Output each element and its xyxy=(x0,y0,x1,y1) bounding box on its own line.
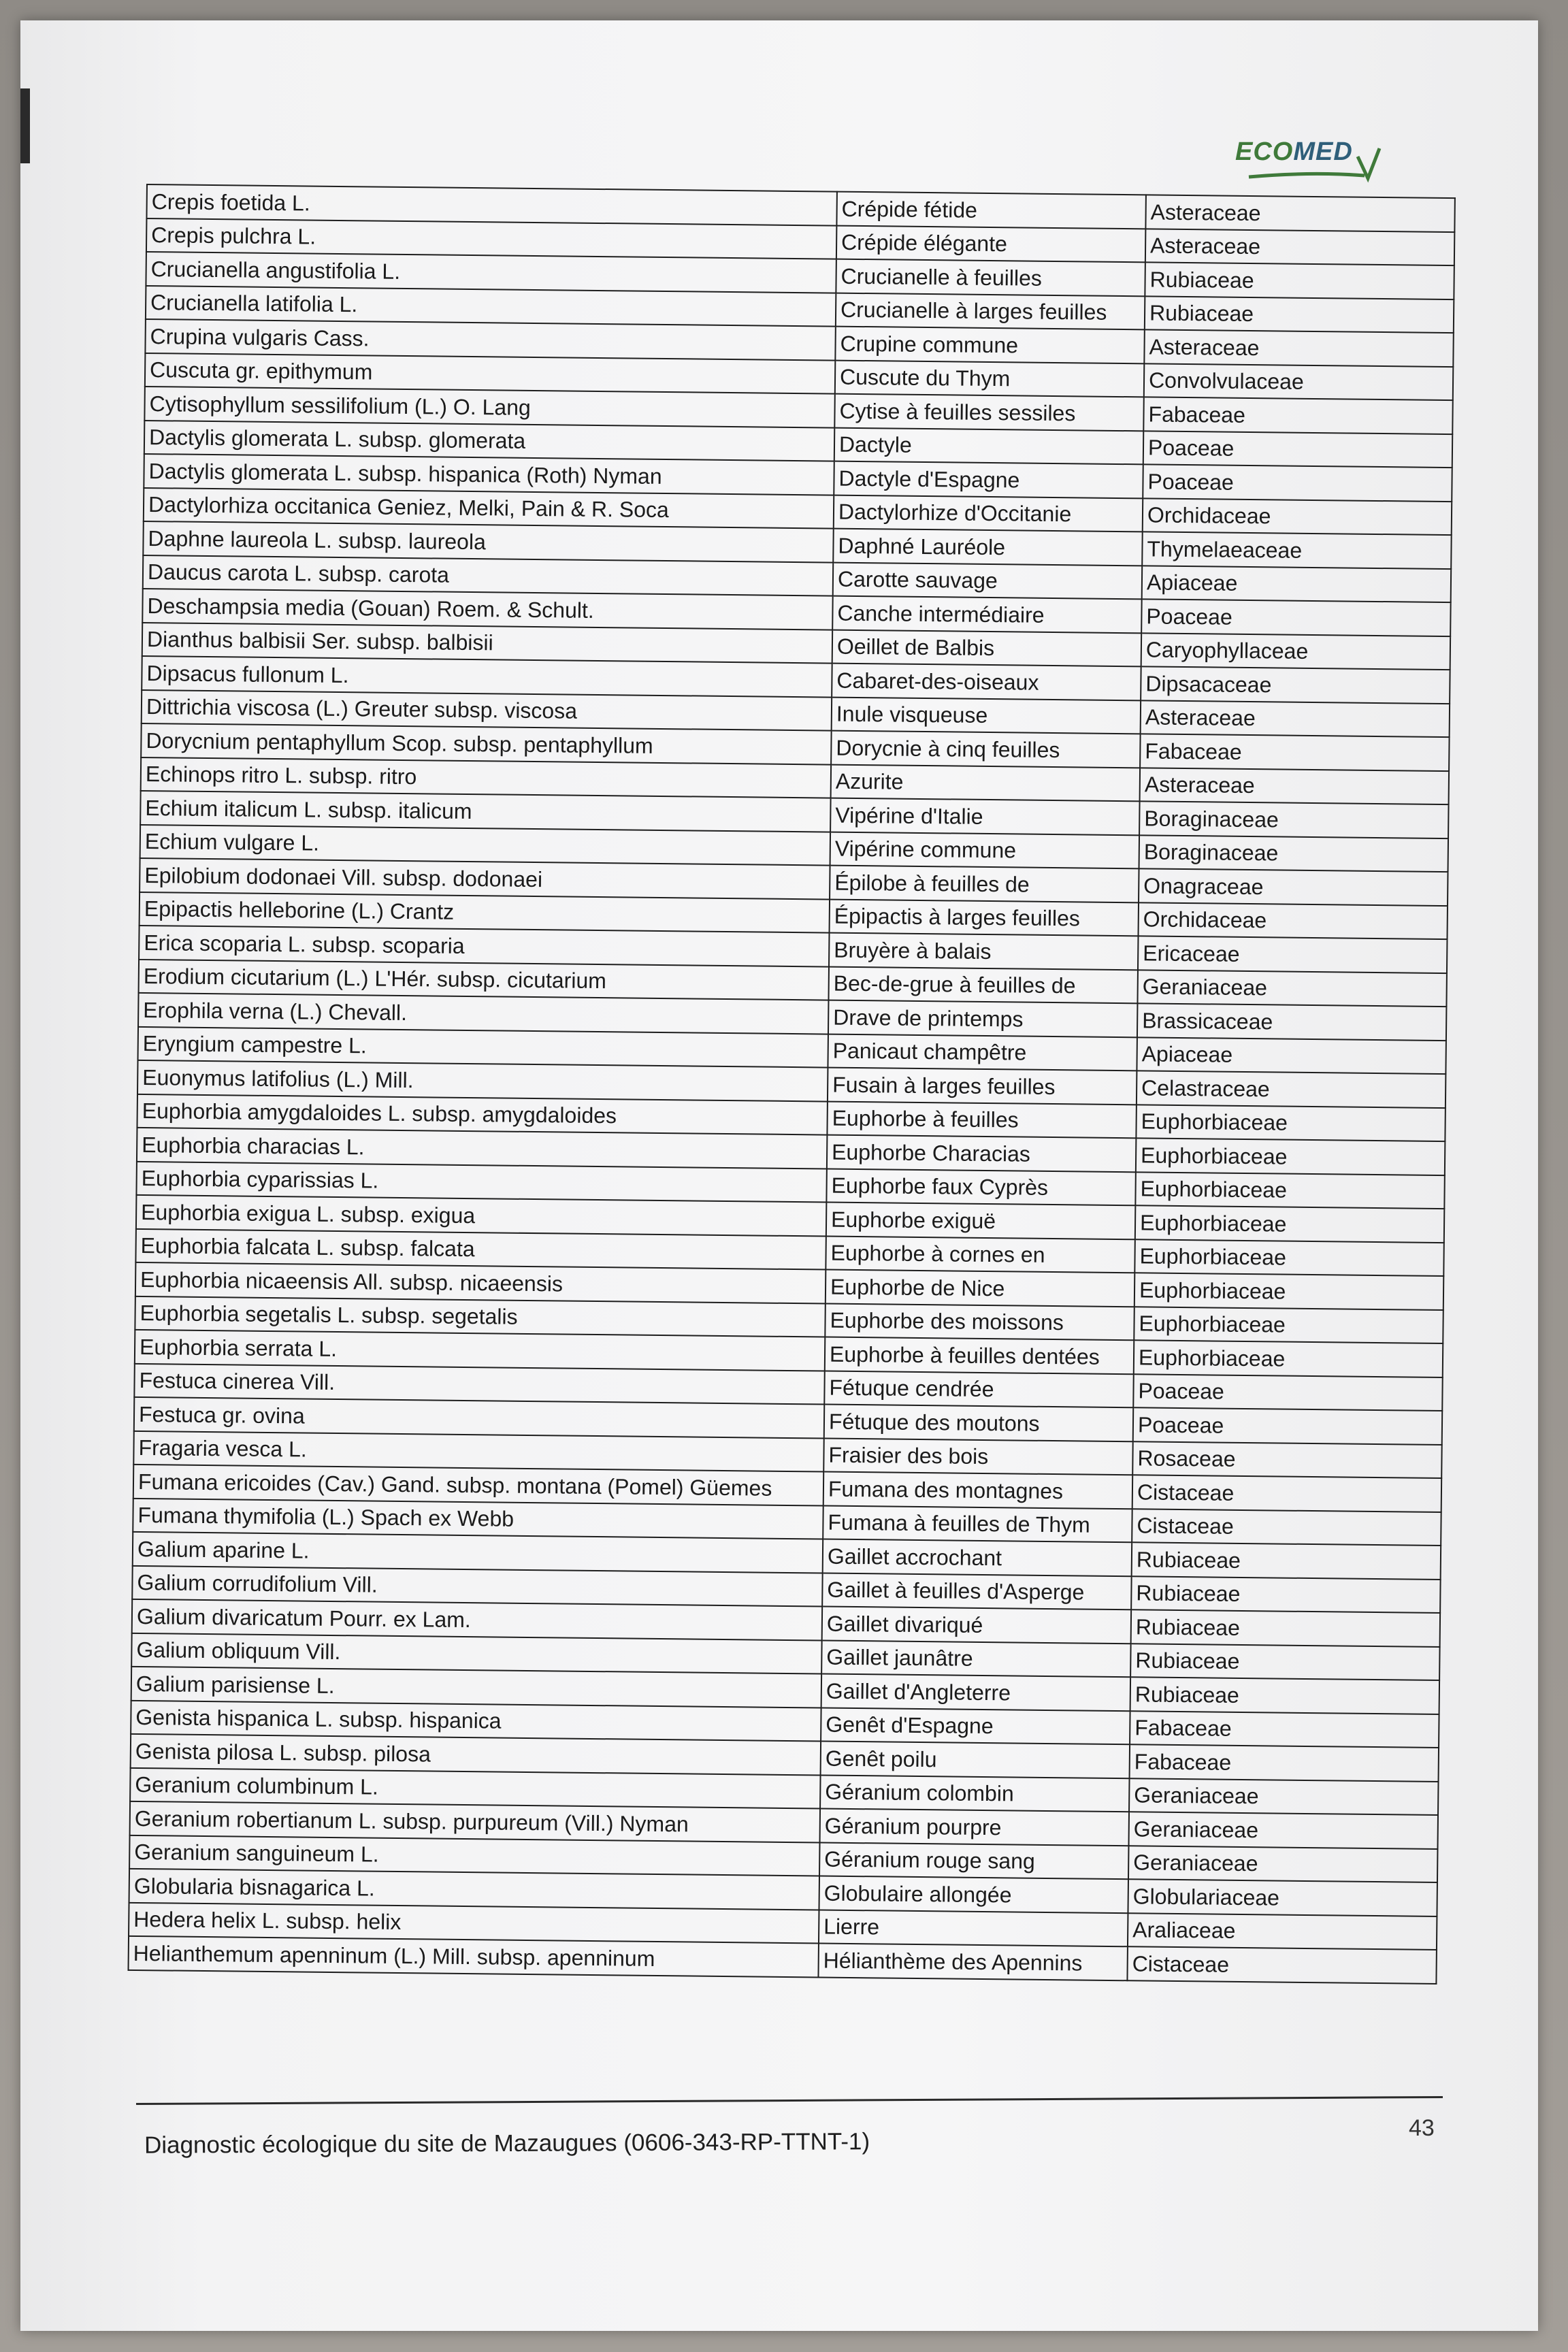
scientific-name-cell: Genista pilosa L. subsp. pilosa xyxy=(131,1734,821,1775)
family-cell: Ericaceae xyxy=(1138,936,1447,973)
scientific-name-cell: Echium italicum L. subsp. italicum xyxy=(140,791,830,832)
common-name-cell: Géranium colombin xyxy=(820,1775,1129,1812)
common-name-cell: Épipactis à larges feuilles xyxy=(830,899,1139,936)
common-name-cell: Genêt d'Espagne xyxy=(821,1708,1130,1744)
common-name-cell: Globulaire allongée xyxy=(819,1876,1128,1912)
scientific-name-cell: Cuscuta gr. epithymum xyxy=(145,353,835,393)
family-cell: Euphorbiaceae xyxy=(1134,1273,1443,1309)
family-cell: Rubiaceae xyxy=(1130,1677,1439,1714)
common-name-cell: Daphné Lauréole xyxy=(833,529,1142,566)
scientific-name-cell: Cytisophyllum sessilifolium (L.) O. Lang xyxy=(144,387,834,427)
scientific-name-cell: Eryngium campestre L. xyxy=(138,1026,828,1067)
common-name-cell: Fusain à larges feuilles xyxy=(828,1068,1137,1105)
scientific-name-cell: Euphorbia exigua L. subsp. exigua xyxy=(136,1195,826,1236)
scientific-name-cell: Crupina vulgaris Cass. xyxy=(145,319,835,360)
family-cell: Geraniaceae xyxy=(1137,970,1446,1007)
scientific-name-cell: Crepis pulchra L. xyxy=(146,218,836,259)
family-cell: Asteraceae xyxy=(1145,195,1454,231)
common-name-cell: Gaillet divariqué xyxy=(822,1607,1131,1644)
common-name-cell: Épilobe à feuilles de xyxy=(830,866,1139,902)
family-cell: Celastraceae xyxy=(1137,1071,1446,1107)
family-cell: Orchidaceae xyxy=(1143,498,1452,535)
scientific-name-cell: Euonymus latifolius (L.) Mill. xyxy=(137,1060,828,1101)
scientific-name-cell: Daphne laureola L. subsp. laureola xyxy=(143,521,833,562)
common-name-cell: Lierre xyxy=(819,1910,1128,1946)
scientific-name-cell: Dittrichia viscosa (L.) Greuter subsp. viscosa xyxy=(142,689,832,730)
species-table-container xyxy=(128,184,1439,1984)
scientific-name-cell: Euphorbia characias L. xyxy=(137,1128,827,1169)
family-cell: Rosaceae xyxy=(1132,1441,1441,1478)
common-name-cell: Gaillet accrochant xyxy=(823,1539,1132,1576)
scientific-name-cell: Crepis foetida L. xyxy=(146,184,836,225)
scientific-name-cell: Euphorbia segetalis L. subsp. segetalis xyxy=(135,1296,825,1337)
common-name-cell: Vipérine commune xyxy=(830,832,1139,868)
family-cell: Fabaceae xyxy=(1130,1744,1439,1781)
common-name-cell: Cabaret-des-oiseaux xyxy=(832,664,1141,700)
scientific-name-cell: Euphorbia falcata L. subsp. falcata xyxy=(135,1228,826,1269)
family-cell: Euphorbiaceae xyxy=(1135,1172,1444,1209)
family-cell: Asteraceae xyxy=(1140,768,1449,804)
footer-title: Diagnostic écologique du site de Mazaugues (0606-343-RP-TTNT-1) xyxy=(144,2128,870,2159)
common-name-cell: Gaillet d'Angleterre xyxy=(821,1674,1130,1711)
common-name-cell: Géranium rouge sang xyxy=(819,1842,1128,1879)
scientific-name-cell: Fumana thymifolia (L.) Spach ex Webb xyxy=(133,1498,823,1539)
scientific-name-cell: Galium parisiense L. xyxy=(131,1667,821,1708)
scientific-name-cell: Erophila verna (L.) Chevall. xyxy=(138,993,828,1034)
family-cell: Cistaceae xyxy=(1132,1509,1441,1546)
common-name-cell: Crépide fétide xyxy=(836,192,1145,229)
family-cell: Rubiaceae xyxy=(1131,1576,1440,1613)
family-cell: Rubiaceae xyxy=(1131,1610,1440,1646)
family-cell: Dipsacaceae xyxy=(1141,666,1450,703)
scientific-name-cell: Globularia bisnagarica L. xyxy=(129,1869,819,1910)
family-cell: Euphorbiaceae xyxy=(1136,1138,1445,1175)
common-name-cell: Dactyle xyxy=(834,427,1143,464)
family-cell: Globulariaceae xyxy=(1128,1879,1437,1916)
scientific-name-cell: Euphorbia amygdaloides L. subsp. amygdaloides xyxy=(137,1094,827,1134)
common-name-cell: Crucianelle à larges feuilles xyxy=(836,293,1145,329)
family-cell: Convolvulaceae xyxy=(1144,363,1453,400)
scientific-name-cell: Echinops ritro L. subsp. ritro xyxy=(141,757,831,798)
logo-text-eco: ECO xyxy=(1235,137,1294,166)
family-cell: Euphorbiaceae xyxy=(1134,1307,1443,1343)
common-name-cell: Inule visqueuse xyxy=(832,697,1141,734)
common-name-cell: Hélianthème des Apennins xyxy=(818,1943,1127,1980)
family-cell: Asteraceae xyxy=(1144,329,1453,366)
common-name-cell: Euphorbe à feuilles dentées xyxy=(825,1337,1134,1374)
common-name-cell: Gaillet jaunâtre xyxy=(821,1640,1130,1677)
scientific-name-cell: Epipactis helleborine (L.) Crantz xyxy=(140,892,830,932)
scientific-name-cell: Erica scoparia L. subsp. scoparia xyxy=(139,926,829,966)
common-name-cell: Fumana à feuilles de Thym xyxy=(823,1505,1132,1542)
family-cell: Euphorbiaceae xyxy=(1136,1105,1445,1141)
common-name-cell: Euphorbe exiguë xyxy=(826,1203,1135,1239)
family-cell: Asteraceae xyxy=(1145,229,1454,265)
common-name-cell: Genêt poilu xyxy=(821,1742,1130,1778)
family-cell: Rubiaceae xyxy=(1145,262,1454,299)
common-name-cell: Gaillet à feuilles d'Asperge xyxy=(822,1573,1131,1610)
common-name-cell: Euphorbe faux Cyprès xyxy=(826,1169,1135,1205)
family-cell: Fabaceae xyxy=(1130,1711,1439,1748)
scientific-name-cell: Dactylis glomerata L. subsp. glomerata xyxy=(144,420,834,461)
scientific-name-cell: Dorycnium pentaphyllum Scop. subsp. pentaphyllum xyxy=(141,723,831,764)
common-name-cell: Fétuque des moutons xyxy=(824,1405,1133,1441)
logo-text-med: MED xyxy=(1293,137,1353,166)
ecomed-logo xyxy=(1235,129,1392,191)
family-cell: Rubiaceae xyxy=(1145,296,1454,333)
scientific-name-cell: Epilobium dodonaei Vill. subsp. dodonaei xyxy=(140,858,830,899)
common-name-cell: Euphorbe à cornes en xyxy=(826,1236,1134,1273)
common-name-cell: Fétuque cendrée xyxy=(824,1371,1133,1407)
common-name-cell: Euphorbe de Nice xyxy=(826,1270,1134,1307)
family-cell: Geraniaceae xyxy=(1129,1812,1438,1848)
common-name-cell: Géranium pourpre xyxy=(820,1808,1129,1845)
family-cell: Rubiaceae xyxy=(1132,1542,1441,1579)
family-cell: Boraginaceae xyxy=(1139,801,1448,838)
family-cell: Onagraceae xyxy=(1139,868,1448,905)
common-name-cell: Fraisier des bois xyxy=(823,1438,1132,1475)
scientific-name-cell: Dipsacus fullonum L. xyxy=(142,656,832,697)
common-name-cell: Bruyère à balais xyxy=(829,933,1138,970)
family-cell: Cistaceae xyxy=(1127,1946,1436,1983)
family-cell: Euphorbiaceae xyxy=(1134,1239,1443,1276)
logo-text xyxy=(1235,137,1353,167)
scientific-name-cell: Helianthemum apenninum (L.) Mill. subsp. apenninum xyxy=(129,1936,819,1977)
common-name-cell: Azurite xyxy=(831,764,1140,801)
common-name-cell: Bec-de-grue à feuilles de xyxy=(828,966,1137,1003)
scientific-name-cell: Deschampsia media (Gouan) Roem. & Schult. xyxy=(142,589,832,630)
family-cell: Thymelaeaceae xyxy=(1142,532,1451,568)
family-cell: Asteraceae xyxy=(1141,700,1450,737)
family-cell: Apiaceae xyxy=(1137,1037,1446,1074)
scientific-name-cell: Crucianella angustifolia L. xyxy=(146,252,836,293)
common-name-cell: Vipérine d'Italie xyxy=(830,798,1139,835)
common-name-cell: Panicaut champêtre xyxy=(828,1034,1137,1071)
common-name-cell: Fumana des montagnes xyxy=(823,1472,1132,1509)
family-cell: Araliaceae xyxy=(1128,1913,1437,1950)
page-number: 43 xyxy=(1409,2115,1435,2141)
scientific-name-cell: Fragaria vesca L. xyxy=(133,1431,823,1471)
family-cell: Poaceae xyxy=(1133,1407,1442,1444)
family-cell: Poaceae xyxy=(1143,431,1452,468)
scientific-name-cell: Crucianella latifolia L. xyxy=(146,286,836,327)
scientific-name-cell: Geranium columbinum L. xyxy=(130,1767,820,1808)
family-cell: Poaceae xyxy=(1141,599,1450,636)
scientific-name-cell: Galium divaricatum Pourr. ex Lam. xyxy=(132,1599,822,1640)
scientific-name-cell: Festuca cinerea Vill. xyxy=(134,1363,824,1404)
scientific-name-cell: Fumana ericoides (Cav.) Gand. subsp. montana (Pomel) Güemes xyxy=(133,1465,823,1505)
family-cell: Poaceae xyxy=(1133,1374,1442,1411)
scientific-name-cell: Dactylorhiza occitanica Geniez, Melki, Pain & R. Soca xyxy=(144,487,834,528)
common-name-cell: Euphorbe Characias xyxy=(827,1135,1136,1172)
family-cell: Brassicaceae xyxy=(1137,1003,1446,1040)
scientific-name-cell: Erodium cicutarium (L.) L'Hér. subsp. cicutarium xyxy=(139,959,829,1000)
common-name-cell: Dactyle d'Espagne xyxy=(834,461,1143,498)
common-name-cell: Carotte sauvage xyxy=(833,562,1142,599)
scientific-name-cell: Daucus carota L. subsp. carota xyxy=(143,555,833,595)
scientific-name-cell: Dactylis glomerata L. subsp. hispanica (Roth) Nyman xyxy=(144,454,834,495)
common-name-cell: Crépide élégante xyxy=(836,225,1145,262)
common-name-cell: Cuscute du Thym xyxy=(835,360,1144,397)
family-cell: Fabaceae xyxy=(1143,397,1452,434)
binder-clip xyxy=(20,88,30,163)
scientific-name-cell: Euphorbia nicaeensis All. subsp. nicaeensis xyxy=(135,1262,826,1303)
common-name-cell: Dorycnie à cinq feuilles xyxy=(831,731,1140,768)
family-cell: Caryophyllaceae xyxy=(1141,633,1450,670)
common-name-cell: Cytise à feuilles sessiles xyxy=(834,394,1143,431)
family-cell: Euphorbiaceae xyxy=(1135,1205,1444,1242)
common-name-cell: Dactylorhize d'Occitanie xyxy=(834,495,1143,532)
scientific-name-cell: Galium aparine L. xyxy=(133,1532,823,1573)
common-name-cell: Crucianelle à feuilles xyxy=(836,259,1145,296)
common-name-cell: Drave de printemps xyxy=(828,1000,1137,1037)
family-cell: Euphorbiaceae xyxy=(1134,1340,1443,1377)
family-cell: Rubiaceae xyxy=(1130,1644,1439,1680)
common-name-cell: Crupine commune xyxy=(835,327,1144,363)
family-cell: Boraginaceae xyxy=(1139,835,1448,872)
common-name-cell: Canche intermédiaire xyxy=(832,596,1141,633)
scientific-name-cell: Geranium sanguineum L. xyxy=(129,1835,819,1876)
common-name-cell: Euphorbe des moissons xyxy=(825,1303,1134,1340)
common-name-cell: Oeillet de Balbis xyxy=(832,630,1141,666)
family-cell: Orchidaceae xyxy=(1139,902,1448,939)
scientific-name-cell: Festuca gr. ovina xyxy=(134,1397,824,1438)
family-cell: Cistaceae xyxy=(1132,1475,1441,1512)
species-table-body xyxy=(129,184,1455,1983)
family-cell: Poaceae xyxy=(1143,464,1452,501)
family-cell: Geraniaceae xyxy=(1128,1846,1437,1882)
scientific-name-cell: Hedera helix L. subsp. helix xyxy=(129,1902,819,1943)
species-table xyxy=(128,184,1456,1984)
scientific-name-cell: Galium obliquum Vill. xyxy=(131,1633,821,1673)
scientific-name-cell: Euphorbia cyparissias L. xyxy=(136,1161,826,1202)
family-cell: Apiaceae xyxy=(1142,566,1451,602)
scientific-name-cell: Dianthus balbisii Ser. subsp. balbisii xyxy=(142,622,832,663)
scientific-name-cell: Genista hispanica L. subsp. hispanica xyxy=(131,1700,821,1741)
family-cell: Fabaceae xyxy=(1140,734,1449,770)
family-cell: Geraniaceae xyxy=(1129,1778,1438,1815)
scientific-name-cell: Echium vulgare L. xyxy=(140,824,830,865)
common-name-cell: Euphorbe à feuilles xyxy=(827,1101,1136,1138)
scientific-name-cell: Euphorbia serrata L. xyxy=(135,1330,825,1371)
scientific-name-cell: Geranium robertianum L. subsp. purpureum (Vill.) Nyman xyxy=(130,1801,820,1842)
scientific-name-cell: Galium corrudifolium Vill. xyxy=(132,1565,822,1606)
